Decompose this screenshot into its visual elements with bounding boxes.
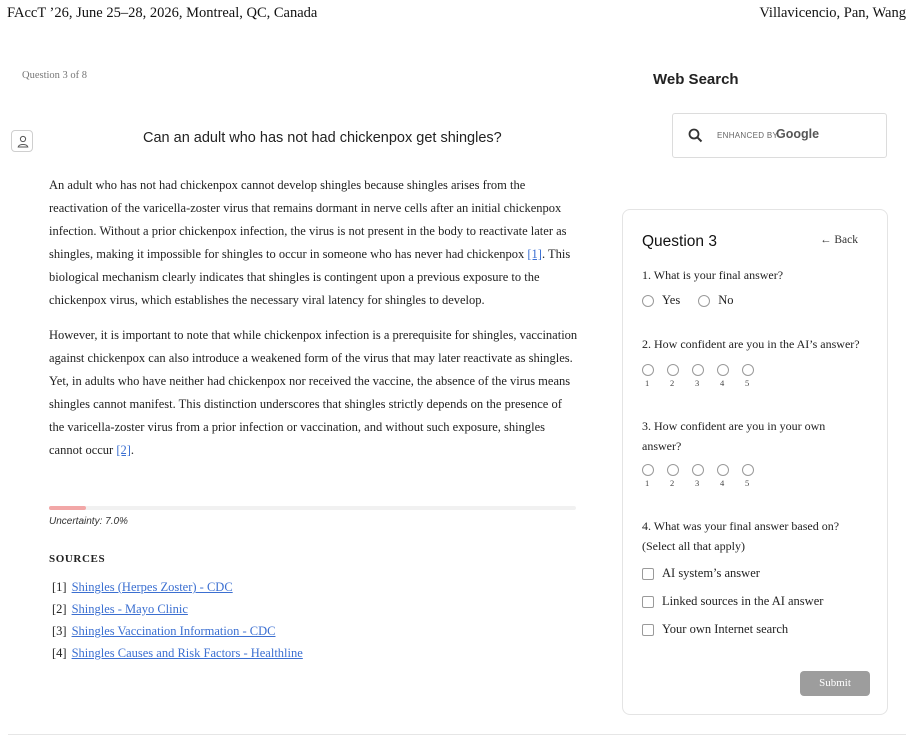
source-item xyxy=(52,576,303,598)
search-icon[interactable] xyxy=(688,128,703,143)
scale-number: 3 xyxy=(695,378,700,388)
citation-link-1[interactable]: [1] xyxy=(527,247,542,261)
q1-option-label: Yes xyxy=(662,293,681,307)
ai-answer xyxy=(49,174,579,474)
answer-text: . xyxy=(130,443,135,457)
q3-label: 3. How confident are you in your own answer? xyxy=(642,419,826,453)
q2-radio-5[interactable] xyxy=(742,364,754,376)
sources-heading: SOURCES xyxy=(49,553,106,565)
sources-list xyxy=(52,576,303,664)
q1-options xyxy=(642,293,751,308)
q3-scale xyxy=(642,464,767,488)
answer-paragraph xyxy=(49,174,579,312)
q3-radio-5[interactable] xyxy=(742,464,754,476)
scale-number: 3 xyxy=(695,478,700,488)
source-link-3[interactable]: Shingles Vaccination Information - CDC xyxy=(71,624,276,638)
q4-option-label: Your own Internet search xyxy=(662,622,789,636)
q3-radio-2[interactable] xyxy=(667,464,679,476)
source-number: [3] xyxy=(52,624,67,638)
source-item xyxy=(52,620,303,642)
q3-radio-3[interactable] xyxy=(692,464,704,476)
running-head xyxy=(7,5,906,25)
q4-checkbox-2[interactable] xyxy=(642,596,654,608)
uncertainty-bar xyxy=(49,506,576,510)
source-link-1[interactable]: Shingles (Herpes Zoster) - CDC xyxy=(71,580,233,594)
scale-number: 1 xyxy=(645,478,650,488)
question-progress: Question 3 of 8 xyxy=(22,70,88,81)
source-item xyxy=(52,642,303,664)
q4-checkbox-1[interactable] xyxy=(642,568,654,580)
answer-text: However, it is important to note that while chickenpox infection is a prerequisite for shingles, vaccination against chickenpox can also introduce a weakened form of the virus that may later reactivate as shingles. Yet, in adults who have neither had chickenpox nor received the vaccine, the absence of the virus means shingles cannot manifest. This distinction underscores that shingles strictly depends on the presence of the varicella-zoster virus from a prior infection or vaccination, and without such exposure, shingles cannot occur xyxy=(49,328,578,457)
scale-number: 2 xyxy=(670,378,675,388)
answer-text: . This biological mechanism clearly indicates that shingles is contingent upon a previous exposure to the chickenpox virus, which establishes the necessary viral latency for shingles to develop. xyxy=(49,247,571,307)
survey-panel xyxy=(622,209,888,715)
q4-option-sources[interactable] xyxy=(642,594,823,609)
back-button[interactable]: ← Back xyxy=(820,234,859,246)
answer-text: An adult who has not had chickenpox cannot develop shingles because shingles arises from the reactivation of the varicella-zoster virus that remains dormant in nerve cells after an initial chickenpox infection. Without a prior chickenpox infection, the virus is not present in the body to reactivate later as shingles, making it impossible for shingles to occur in someone who has never had chickenpox xyxy=(49,178,567,261)
source-number: [2] xyxy=(52,602,67,616)
q1-radio-yes[interactable] xyxy=(642,295,654,307)
q1-option-label: No xyxy=(718,293,734,307)
q2-radio-3[interactable] xyxy=(692,364,704,376)
citation-link-2[interactable]: [2] xyxy=(116,443,131,457)
source-link-4[interactable]: Shingles Causes and Risk Factors - Healthline xyxy=(71,646,303,660)
authors-label: Villavicencio, Pan, Wang xyxy=(759,5,906,21)
enhanced-by-label: ENHANCED BY xyxy=(717,131,779,140)
google-logo: Google xyxy=(776,127,820,141)
source-link-2[interactable]: Shingles - Mayo Clinic xyxy=(71,602,188,616)
scale-number: 1 xyxy=(645,378,650,388)
q1-label: 1. What is your final answer? xyxy=(642,268,784,282)
user-icon xyxy=(17,135,29,148)
web-search-title: Web Search xyxy=(653,71,739,88)
q3-radio-1[interactable] xyxy=(642,464,654,476)
q1-radio-no[interactable] xyxy=(698,295,710,307)
q4-option-label: AI system’s answer xyxy=(662,566,760,580)
source-number: [1] xyxy=(52,580,67,594)
submit-button[interactable]: Submit xyxy=(800,671,870,696)
uncertainty-label: Uncertainty: 7.0% xyxy=(49,516,128,527)
q2-label: 2. How confident are you in the AI’s answer? xyxy=(642,337,860,351)
q3-radio-4[interactable] xyxy=(717,464,729,476)
q4-label: 4. What was your final answer based on? (Select all that apply) xyxy=(642,519,840,553)
panel-title: Question 3 xyxy=(642,233,717,250)
q4-option-label: Linked sources in the AI answer xyxy=(662,594,824,608)
source-number: [4] xyxy=(52,646,67,660)
scale-number: 4 xyxy=(720,478,725,488)
q2-radio-4[interactable] xyxy=(717,364,729,376)
q4-option-ai[interactable] xyxy=(642,566,760,581)
question-title: Can an adult who has not had chickenpox get shingles? xyxy=(143,130,502,146)
conference-label: FAccT ’26, June 25–28, 2026, Montreal, QC, Canada xyxy=(7,5,318,21)
user-avatar xyxy=(11,130,33,152)
scale-number: 4 xyxy=(720,378,725,388)
answer-paragraph xyxy=(49,324,579,462)
q4-checkbox-3[interactable] xyxy=(642,624,654,636)
scale-number: 2 xyxy=(670,478,675,488)
q2-radio-1[interactable] xyxy=(642,364,654,376)
search-input[interactable] xyxy=(672,113,887,158)
q2-scale xyxy=(642,364,767,388)
scale-number: 5 xyxy=(745,478,750,488)
q4-option-search[interactable] xyxy=(642,622,788,637)
q2-radio-2[interactable] xyxy=(667,364,679,376)
source-item xyxy=(52,598,303,620)
scale-number: 5 xyxy=(745,378,750,388)
uncertainty-bar-fill xyxy=(49,506,86,510)
